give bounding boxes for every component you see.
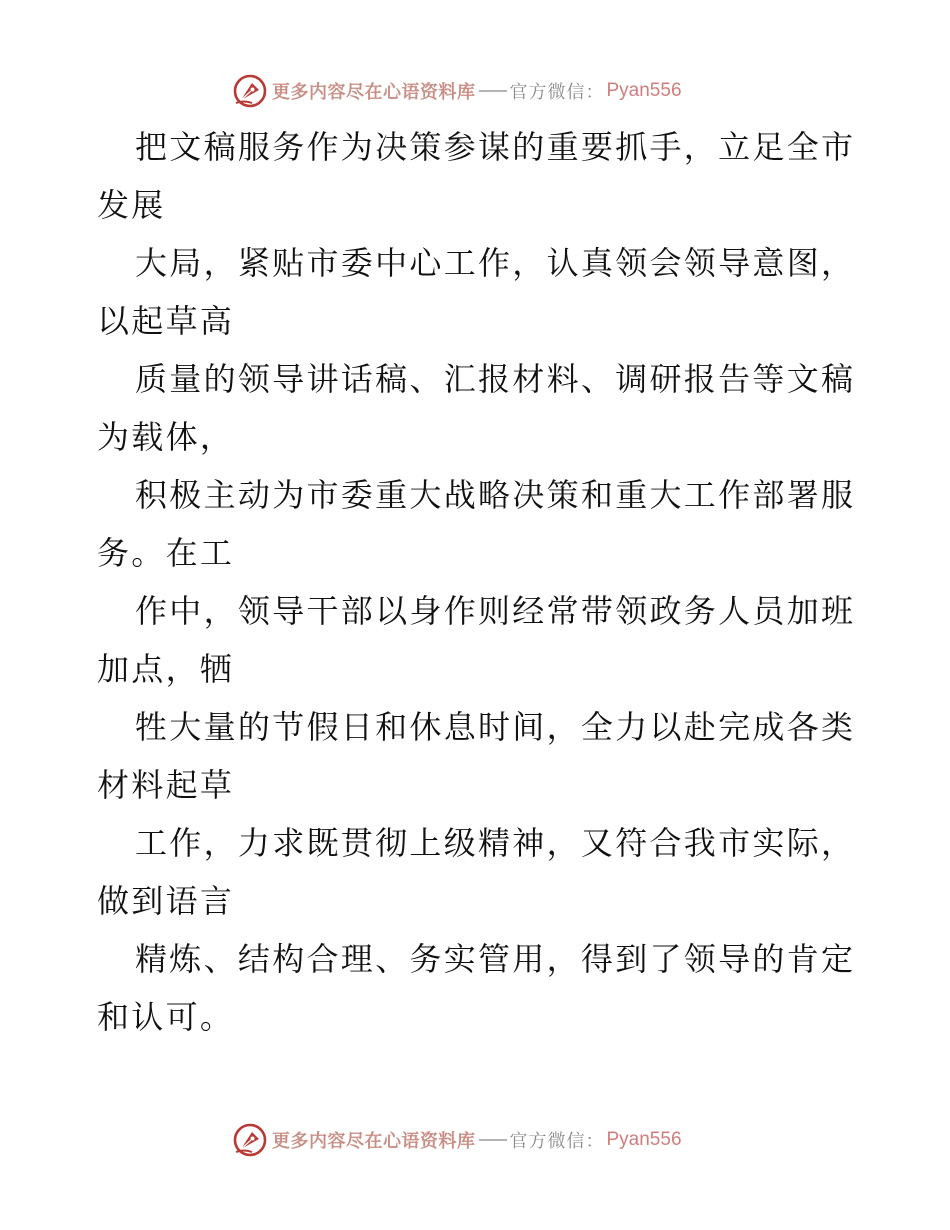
text-line: 务。在工 xyxy=(97,534,235,572)
banner-dash xyxy=(479,90,507,92)
banner-wechat-label: 官方微信： xyxy=(509,82,605,103)
banner-title: 更多内容尽在心语资料库 xyxy=(272,1131,476,1152)
text-line: 精炼、结构合理、务实管用，得到了领导的肯定 xyxy=(135,940,856,978)
document-body xyxy=(97,118,867,1046)
footer-banner xyxy=(232,1121,682,1159)
banner-title: 更多内容尽在心语资料库 xyxy=(272,82,476,103)
banner-dash xyxy=(479,1139,507,1141)
text-line: 和认可。 xyxy=(97,998,235,1036)
text-line: 工作，力求既贯彻上级精神，又符合我市实际， xyxy=(135,824,856,862)
pen-nib-logo-icon xyxy=(232,1122,268,1158)
text-line: 质量的领导讲话稿、汇报材料、调研报告等文稿 xyxy=(135,360,856,398)
text-line: 作中，领导干部以身作则经常带领政务人员加班 xyxy=(135,592,856,630)
text-line: 发展 xyxy=(97,186,166,224)
text-line: 以起草高 xyxy=(97,302,235,340)
banner-wechat-id: Pyan556 xyxy=(606,1129,682,1150)
banner-wechat-id: Pyan556 xyxy=(606,80,682,101)
text-line: 把文稿服务作为决策参谋的重要抓手，立足全市 xyxy=(135,128,856,166)
text-line: 材料起草 xyxy=(97,766,235,804)
text-line: 加点，牺 xyxy=(97,650,235,688)
banner-wechat-label: 官方微信： xyxy=(509,1131,605,1152)
text-line: 牲大量的节假日和休息时间，全力以赴完成各类 xyxy=(135,708,856,746)
text-line: 做到语言 xyxy=(97,882,235,920)
header-banner xyxy=(232,72,682,110)
text-line: 为载体， xyxy=(97,418,235,456)
text-line: 大局，紧贴市委中心工作，认真领会领导意图， xyxy=(135,244,856,282)
pen-nib-logo-icon xyxy=(232,73,268,109)
text-line: 积极主动为市委重大战略决策和重大工作部署服 xyxy=(135,476,856,514)
